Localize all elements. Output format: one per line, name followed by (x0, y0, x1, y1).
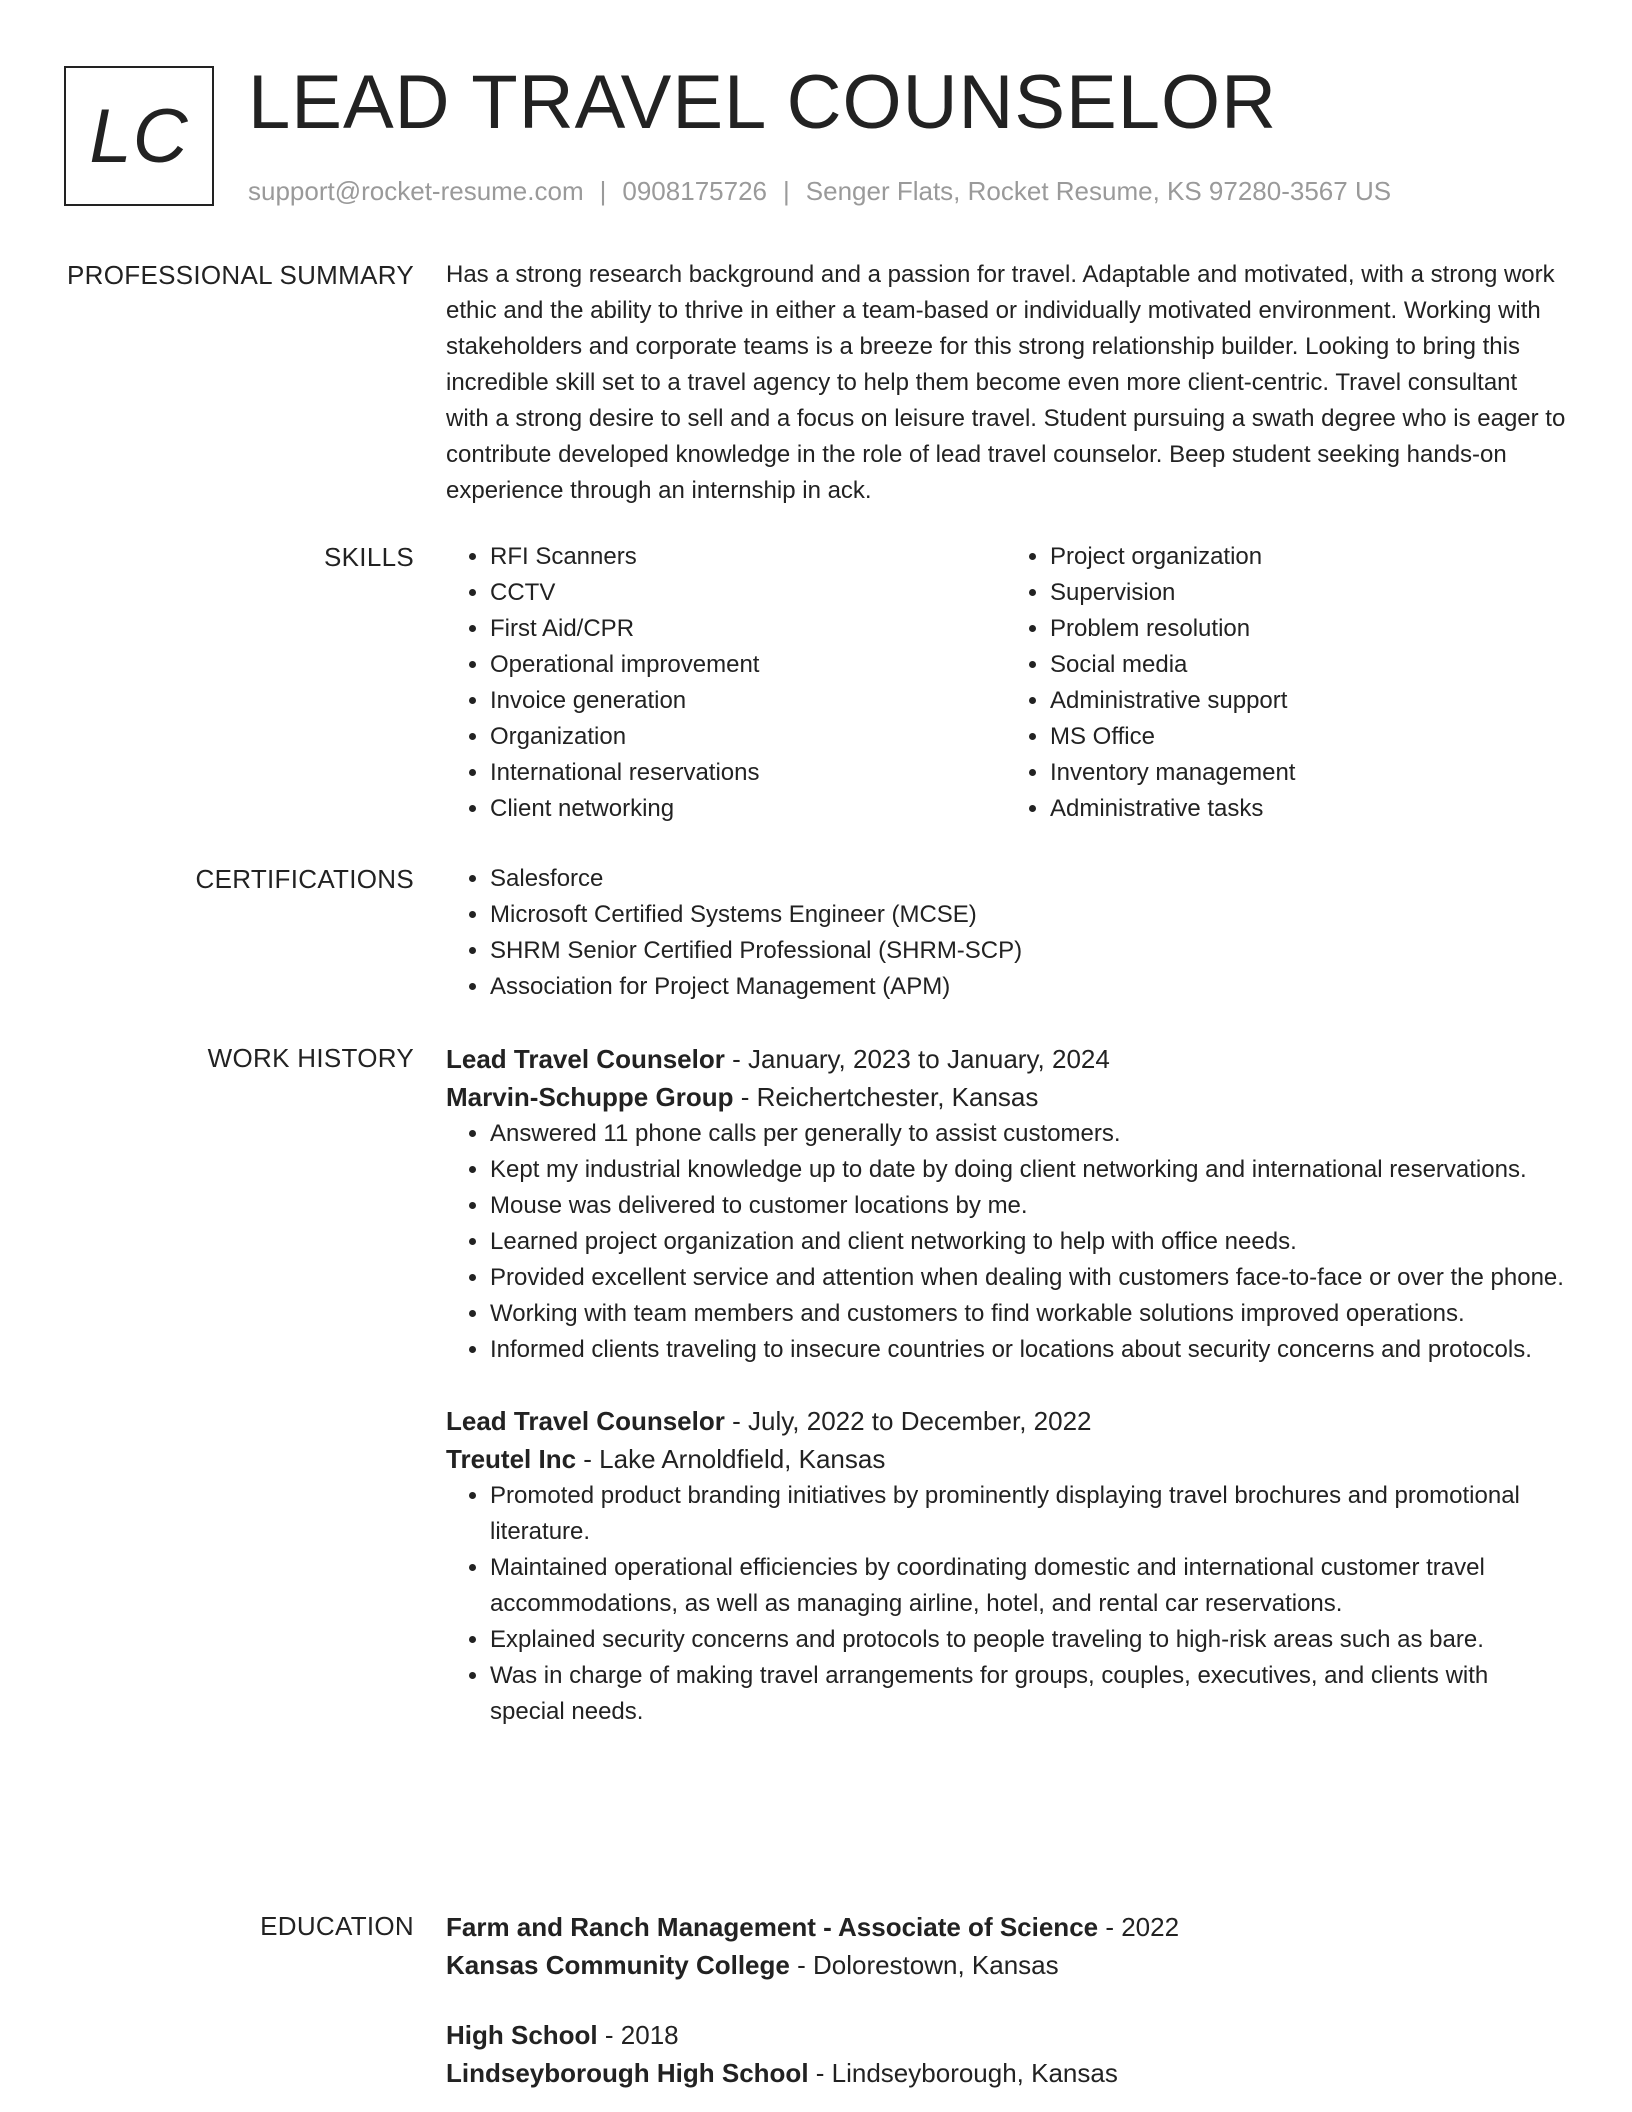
job-title-line (446, 1040, 1566, 1078)
skill-item: • First Aid/CPR (490, 611, 1006, 647)
contact-line (248, 174, 1391, 208)
section-heading: EDUCATION (260, 1911, 414, 1941)
skill-item: • Organization (490, 719, 1006, 755)
education-school: Kansas Community College (446, 1950, 790, 1980)
job-bullet: • Learned project organization and client networking to help with office needs. (490, 1224, 1566, 1260)
education-entry (446, 1908, 1566, 1984)
job-company-line (446, 1078, 1566, 1116)
education-school-line (446, 1946, 1566, 1984)
education-degree-line (446, 1908, 1566, 1946)
summary-body (446, 257, 1566, 509)
job-bullets (446, 1116, 1566, 1368)
education-degree: High School (446, 2020, 598, 2050)
job-company: Treutel Inc (446, 1444, 577, 1474)
education-year: - 2018 (597, 2020, 679, 2050)
job-bullet: • Provided excellent service and attention when dealing with customers face-to-face or over the phone. (490, 1260, 1566, 1296)
job-bullet: • Informed clients traveling to insecure countries or locations about security concerns and protocols. (490, 1332, 1566, 1368)
job-location: - Lake Arnoldfield, Kansas (576, 1444, 886, 1474)
skill-item: • Client networking (490, 791, 1006, 827)
job-bullet: • Promoted product branding initiatives by prominently displaying travel brochures and promotional literature. (490, 1478, 1566, 1550)
section-heading: CERTIFICATIONS (195, 864, 414, 894)
job-company-line (446, 1440, 1566, 1478)
skills-list-right (1006, 539, 1566, 827)
job-company: Marvin-Schuppe Group (446, 1082, 734, 1112)
job-title: Lead Travel Counselor (446, 1044, 725, 1074)
section-heading: SKILLS (324, 542, 414, 572)
job-dates: - January, 2023 to January, 2024 (724, 1044, 1110, 1074)
certification-item: • Salesforce (490, 861, 1566, 897)
section-heading: WORK HISTORY (207, 1043, 414, 1073)
contact-email[interactable]: support@rocket-resume.com (248, 176, 584, 206)
skill-item: • Administrative tasks (1050, 791, 1566, 827)
skills-grid (446, 539, 1566, 827)
contact-separator: | (783, 176, 790, 206)
monogram-logo: LC (64, 66, 214, 206)
skill-item: • Inventory management (1050, 755, 1566, 791)
skills-list-left (446, 539, 1006, 827)
certification-item: • Association for Project Management (APM) (490, 969, 1566, 1005)
education-year: - 2022 (1098, 1912, 1180, 1942)
skill-item: • MS Office (1050, 719, 1566, 755)
contact-phone[interactable]: 0908175726 (622, 176, 767, 206)
education-degree: Farm and Ranch Management - Associate of Science (446, 1912, 1099, 1942)
job-bullet: • Kept my industrial knowledge up to date by doing client networking and international reservations. (490, 1152, 1566, 1188)
education-school-line (446, 2054, 1566, 2092)
job-location: - Reichertchester, Kansas (733, 1082, 1039, 1112)
summary-text: Has a strong research background and a passion for travel. Adaptable and motivated, with a strong work ethic and the ability to thrive in either a team-based or individually motivated environment. Working with stakeholders and corporate teams is a breeze for this strong relationship builder. Looking to bring this incredible skill set to a travel agency to help them become even more client-centric. Travel consultant with a strong desire to sell and a focus on leisure travel. Student pursuing a swath degree who is eager to contribute developed knowledge in the role of lead travel counselor. Beep student seeking hands-on experience through an internship in ack. (446, 261, 1566, 504)
education-location: - Lindseyborough, Kansas (808, 2058, 1118, 2088)
education-location: - Dolorestown, Kansas (789, 1950, 1059, 1980)
education-degree-line (446, 2016, 1566, 2054)
skill-item: • International reservations (490, 755, 1006, 791)
job-entry (446, 1402, 1566, 1730)
skill-item: • RFI Scanners (490, 539, 1006, 575)
job-bullet: • Mouse was delivered to customer locations by me. (490, 1188, 1566, 1224)
certifications-list (446, 861, 1566, 1005)
skill-item: • Invoice generation (490, 683, 1006, 719)
skill-item: • Project organization (1050, 539, 1566, 575)
job-bullet: • Maintained operational efficiencies by coordinating domestic and international customer travel accommodations, as well as managing airline, hotel, and rental car reservations. (490, 1550, 1566, 1622)
contact-address: Senger Flats, Rocket Resume, KS 97280-3567 US (805, 176, 1392, 206)
skill-item: • Problem resolution (1050, 611, 1566, 647)
job-title-line (446, 1402, 1566, 1440)
education-body (446, 1908, 1566, 2092)
certifications-body (446, 861, 1566, 1005)
skill-item: • Administrative support (1050, 683, 1566, 719)
job-dates: - July, 2022 to December, 2022 (724, 1406, 1092, 1436)
job-bullet: • Explained security concerns and protocols to people traveling to high-risk areas such as bare. (490, 1622, 1566, 1658)
skill-item: • Supervision (1050, 575, 1566, 611)
certification-item: • Microsoft Certified Systems Engineer (MCSE) (490, 897, 1566, 933)
education-school: Lindseyborough High School (446, 2058, 809, 2088)
skill-item: • CCTV (490, 575, 1006, 611)
page-title: LEAD TRAVEL COUNSELOR (248, 60, 1278, 145)
contact-separator: | (599, 176, 607, 206)
certification-item: • SHRM Senior Certified Professional (SHRM-SCP) (490, 933, 1566, 969)
work-history-body (446, 1040, 1566, 1730)
job-bullets (446, 1478, 1566, 1730)
job-title: Lead Travel Counselor (446, 1406, 725, 1436)
section-heading: PROFESSIONAL SUMMARY (67, 260, 414, 290)
education-entry (446, 2016, 1566, 2092)
job-bullet: • Answered 11 phone calls per generally to assist customers. (490, 1116, 1566, 1152)
job-entry (446, 1040, 1566, 1368)
skill-item: • Social media (1050, 647, 1566, 683)
job-bullet: • Was in charge of making travel arrangements for groups, couples, executives, and clients with special needs. (490, 1658, 1566, 1730)
skill-item: • Operational improvement (490, 647, 1006, 683)
job-bullet: • Working with team members and customers to find workable solutions improved operations. (490, 1296, 1566, 1332)
